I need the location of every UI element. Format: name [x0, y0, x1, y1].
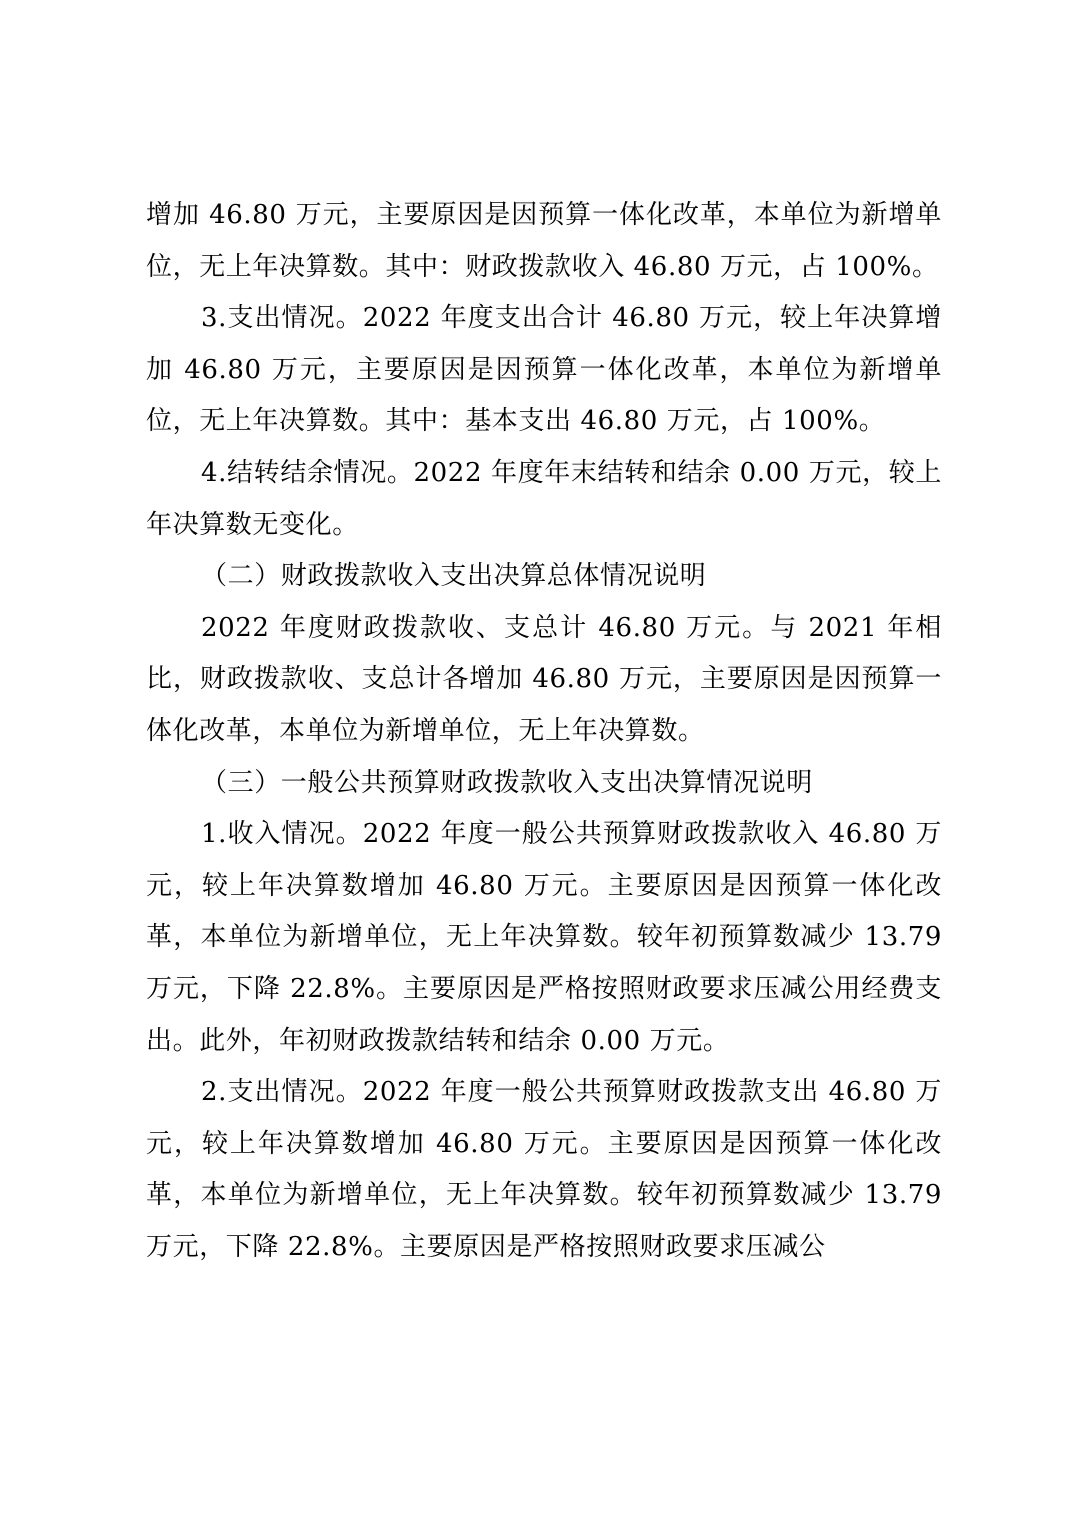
para-expenditure: 3.支出情况。2022 年度支出合计 46.80 万元，较上年决算增加 46.80 万元，主要原因是因预算一体化改革，本单位为新增单位，无上年决算数。其中：基本支出 46.80 万元，占 100%。	[146, 303, 942, 437]
para-section-3-expenditure: 2.支出情况。2022 年度一般公共预算财政拨款支出 46.80 万元，较上年决算数增加 46.80 万元。主要原因是因预算一体化改革，本单位为新增单位，无上年决算数。较年初预算数减少 13.79 万元，下降 22.8%。主要原因是严格按照财政要求压减公	[146, 1077, 942, 1262]
para-income-continued: 增加 46.80 万元，主要原因是因预算一体化改革，本单位为新增单位，无上年决算数。其中：财政拨款收入 46.80 万元，占 100%。	[146, 200, 942, 282]
document-body	[146, 190, 942, 1273]
para-section-2: 2022 年度财政拨款收、支总计 46.80 万元。与 2021 年相比，财政拨款收、支总计各增加 46.80 万元，主要原因是因预算一体化改革，本单位为新增单位，无上年决算数。	[146, 612, 942, 746]
heading-section-2: （二）财政拨款收入支出决算总体情况说明	[201, 561, 707, 592]
para-section-3-income: 1.收入情况。2022 年度一般公共预算财政拨款收入 46.80 万元，较上年决算数增加 46.80 万元。主要原因是因预算一体化改革，本单位为新增单位，无上年决算数。较年初预算数减少 13.79 万元，下降 22.8%。主要原因是严格按照财政要求压减公用经费支出。此外，年初财政拨款结转和结余 0.00 万元。	[146, 819, 942, 1056]
heading-section-3: （三）一般公共预算财政拨款收入支出决算情况说明	[201, 767, 813, 798]
para-carryover: 4.结转结余情况。2022 年度年末结转和结余 0.00 万元，较上年决算数无变化。	[146, 457, 942, 540]
